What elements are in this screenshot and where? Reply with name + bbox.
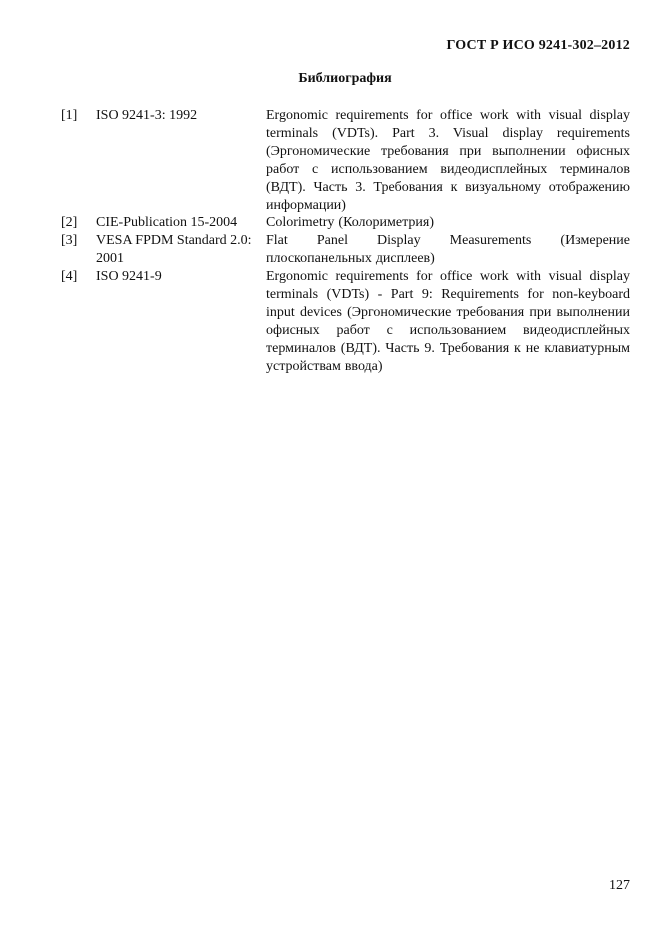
entry-reference: ISO 9241-9	[96, 269, 162, 285]
standard-designation: ГОСТ Р ИСО 9241-302–2012	[446, 38, 630, 53]
entry-reference: CIE-Publication 15-2004	[96, 215, 238, 231]
page-number: 127	[609, 878, 630, 893]
bibliography-entry	[61, 214, 630, 232]
entry-number: [4]	[61, 269, 78, 285]
section-title: Библиография	[298, 71, 392, 86]
entry-description: Flat Panel Display Measurements (Измерение плоскопанельных дисплеев)	[266, 233, 630, 267]
bibliography-list	[61, 107, 630, 376]
entry-description: Ergonomic requirements for office work with visual display terminals (VDTs). Part 3. Visual display requirements (Эргономические требования при выполнении офисных работ с использованием видеодисплейных терминалов (ВДТ). Часть 3. Требования к визуальному отображению информации)	[266, 108, 630, 213]
entry-description: Ergonomic requirements for office work with visual display terminals (VDTs) - Part 9: Requirements for non-keyboard input devices (Эргономические требования при выполнении офисных работ с использованием видеодисплейных терминалов (ВДТ). Часть 9. Требования к не клавиатурным устройствам ввода)	[266, 269, 630, 374]
entry-reference: VESA FPDM Standard 2.0: 2001	[96, 233, 252, 267]
bibliography-entry	[61, 232, 630, 268]
entry-number: [3]	[61, 233, 78, 249]
entry-reference: ISO 9241-3: 1992	[96, 108, 198, 123]
bibliography-entry	[61, 107, 630, 214]
entry-number: [1]	[61, 108, 78, 123]
entry-number: [2]	[61, 215, 78, 231]
bibliography-entry	[61, 268, 630, 375]
entry-description: Colorimetry (Колориметрия)	[266, 215, 434, 231]
